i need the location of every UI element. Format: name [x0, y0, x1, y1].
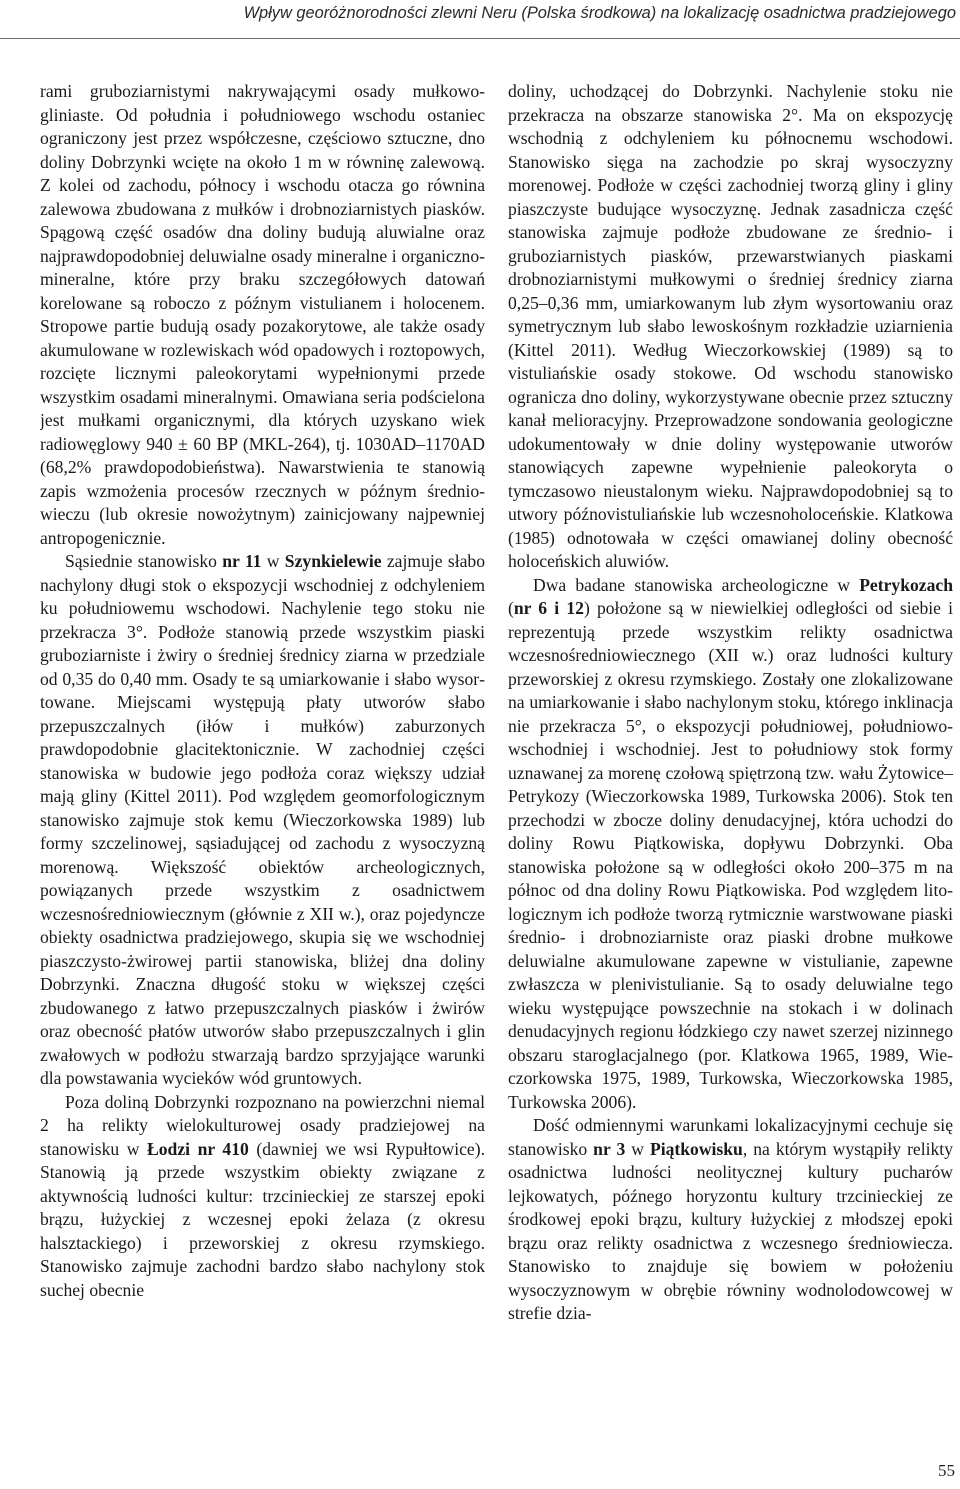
paragraph — [508, 1114, 953, 1326]
site-name: Szynkielewie — [284, 551, 382, 571]
site-number: nr 6 i 12 — [513, 598, 584, 618]
text-run: Sąsiednie stanowisko — [65, 551, 223, 571]
page-number: 55 — [938, 1461, 955, 1480]
text-run: , na którym wystąpiły relikty osadnictwa ludności neolitycznej kultury pucharów lejkowatych, późnego horyzontu kultury trzcinieckiej ze środkowej epoki brązu, kultury łużyckiej z młodszej epoki brązu oraz relikty osadnictwa z wczesnego średniowiecza. Stanowisko to znajduje się bowiem w położeniu wysoczyznowym w obrębie równiny wodnolodowcowej w strefie dzia- — [508, 1138, 953, 1323]
text-run: w — [625, 1138, 650, 1159]
text-run: w — [261, 551, 285, 571]
text-run: zajmuje słabo nachylony długi stok o ekspozycji wschodniej z odchyleniem ku południowemu wschodowi. Nachylenie tego stoku nie przekracza 3°. Podłoże stanowią przede wszystkim piaski gruboziarniste i żwiry o średniej średnicy ziarna w przedziale od 0,35 do 0,40 mm. Osady te są umiarkowanie i słabo wysortowane. Miejscami występują płaty utworów słabo przepuszczalnych (iłów i mułków) zaburzonych prawdopodobnie glacitektonicznie. W zachodniej części stanowiska w budowie jego podłoża coraz większy udział mają gliny (Kittel 2011). Pod względem geomorfologicznym stanowisko zajmuje stok kemu (Wieczorkowska 1989) lub formy szczelinowej, sąsiadującej od zachodu z wysoczyzną morenową. Większość obiektów archeologicznych, powiązanych przede wszystkim z osadnictwem wczesnośredniowiecznym (głównie z XII w.), oraz pojedyncze obiekty osadnictwa pradziejowego, skupia się we wschodniej piaszczysto-żwirowej partii stanowiska, bliżej dna doliny Dobrzynki. Znaczna długość stoku w większej części zbudowanego z łatwo przepuszczalnych piasków i żwirów oraz obecność płatów utworów słabo przepuszczalnych i glin zwałowych w podłożu stwarzają bardzo sprzyjające warunki dla powstawania wycieków wód gruntowych. — [40, 551, 485, 1088]
paragraph — [40, 550, 485, 1091]
paragraph: rami gruboziarnistymi nakrywającymi osady mułkowo-gliniaste. Od południa i południowego wschodu ostaniec ograniczony jest przez współczesne, częściowo sztuczne, dno doliny Dobrzynki wcięte na około 1 m w równinę zalewową. Z kolei od zachodu, północy i wschodu otacza go równina zalewowa zbudowana z mułków i drobnoziarnistych piasków. Spągową część osadów dna doliny budują aluwialne oraz najprawdopodobniej deluwialne osady mineralne i organiczno-mineralne, które przy braku szczegółowych datowań korelowane są roboczo z późnym vistulianem i holocenem. Stropowe partie budują osady pozakorytowe, ale także osady akumulowane w rozlewiskach wód opadowych i roztopowych, rozcięte licznymi paleokorytami wypełnionymi przede wszystkim osadami mineralnymi. Omawiana seria podścielona jest mułkami organicznymi, dla których uzyskano wiek radiowęglowy 940 ± 60 BP (MKL-264), tj. 1030AD–1170AD (68,2% prawdopodobieństwa). Nawarstwienia te stanowią zapis wzmożenia procesów rzecznych w późnym średniowieczu (lub okresie nowożytnym) zainicjowany najpewniej antropogenicznie. — [40, 81, 485, 548]
text-run: (dawniej we wsi Rypułtowice). Stanowią ją przede wszystkim obiekty związane z aktywnością ludności kultur: trzcinieckiej ze starszej epoki brązu, łużyckiej z wczesnej epoki żelaza (z okresu halsztackiego) i przeworskiej z okresu rzymskiego. Stanowisko zajmuje zachodni bardzo słabo nachylony stok suchej obecnie — [40, 1138, 485, 1300]
site-name: Piątkowisku — [649, 1138, 743, 1159]
text-run: Poza doliną Dobrzynki rozpoznano na powierzchni niemal 2 ha relikty wielokulturowej osady pradziejowej na stanowisku w — [40, 1091, 485, 1159]
running-header — [0, 0, 960, 39]
text-run: ) położone są w niewielkiej odległości od siebie i reprezentują przede wszystkim relikty osadnictwa wczesnośredniowiecznego (XII w.) oraz ludności kultury przeworskiej z okresu rzymskiego. Zostały one zlokalizowane na umiarkowanie i słabo nachylonym stoku, którego inklinacja nie przekracza 5°, o ekspozycji południowej, południowo-wschodniej i wschodniej. Jest to południowy stok formy uznawanej za morenę czołową spiętrzoną tzw. wału Żytowice–Petrykozy (Wieczorkowska 1989, Turkowska 2006). Stok ten przechodzi w zbocze doliny denudacyjnej, która uchodzi do doliny Rowu Piątkowiska, dopływu Dobrzynki. Oba stanowiska położone są w odległości około 200–375 m na północ od dna doliny Rowu Piątkowiska. Pod względem litologicznym ich podłoże tworzą rytmicznie warstwowane piaski średnio- i drobnoziarniste oraz piaski drobne mułkowe deluwialne akumulowane zapewne w vistulianie, zapewne zwłaszcza w plenivistulianie. Są to osady deluwialne tego wieku występujące powszechnie na stokach i w dolinach denudacyjnych regionu łódzkiego czy nawet szerzej nizinnego obszaru staroglacjalnego (por. Klatkowa 1965, 1989, Wieczorkowska 1975, 1989, Turkowska, Wieczorkowska 1985, Turkowska 2006). — [508, 598, 953, 1112]
paragraph — [40, 1091, 485, 1303]
site-number: nr 11 — [222, 551, 262, 571]
site-name: Petrykozach — [859, 574, 953, 595]
right-column — [508, 80, 953, 1440]
text-run: ( — [508, 598, 514, 618]
running-title: Wpływ georóżnorodności zlewni Neru (Polska środkowa) na lokalizację osadnictwa pradziejowego — [243, 4, 956, 22]
paragraph: doliny, uchodzącej do Dobrzynki. Nachylenie stoku nie przekracza na obszarze stanowiska 2°. Ma on ekspozycję wschodnią z odchyleniem ku północnemu wschodowi. Stanowisko sięga na zachodzie po skraj wysoczyzny morenowej. Podłoże w części zachodniej tworzą gliny i gliny piaszczyste budujące wysoczyznę. Jednak zasadnicza część stanowiska zajmuje podłoże zbudowane ze średnio- i gruboziarnistych piasków, przewarstwianych piaskami drobnoziarnistymi mułkowymi o średniej średnicy ziarna 0,25–0,36 mm, umiarkowanym lub złym wysortowaniu oraz symetrycznym lub słabo lewoskośnym rozkładzie uziarnienia (Kittel 2011). Według Wieczorkowskiej (1989) są to vistuliańskie osady stokowe. Od wschodu stanowisko ogranicza dno doliny, wykorzystywane obecnie przez sztuczny kanał melioracyjny. Przeprowadzone sondowania geologiczne udokumentowały w dnie doliny występowanie utworów stanowiących zapewne wypełnienie paleokoryta o tymczasowo nieustalonym wieku. Najprawdopodobniej są to utwory późnovistuliańskie lub wczesnoholoceńskie. Klatkowa (1985) odnotowała w części omawianej doliny obecność holoceńskich aluwiów. — [508, 81, 953, 571]
site-name: Łodzi nr 410 — [147, 1138, 249, 1159]
site-number: nr 3 — [593, 1138, 626, 1159]
text-run: Dość odmiennymi warunkami lokalizacyjnymi cechuje się stanowisko — [508, 1115, 953, 1159]
text-run: Dwa badane stanowiska archeologiczne w — [533, 574, 860, 595]
left-column — [40, 80, 485, 1440]
paragraph — [508, 574, 953, 1115]
